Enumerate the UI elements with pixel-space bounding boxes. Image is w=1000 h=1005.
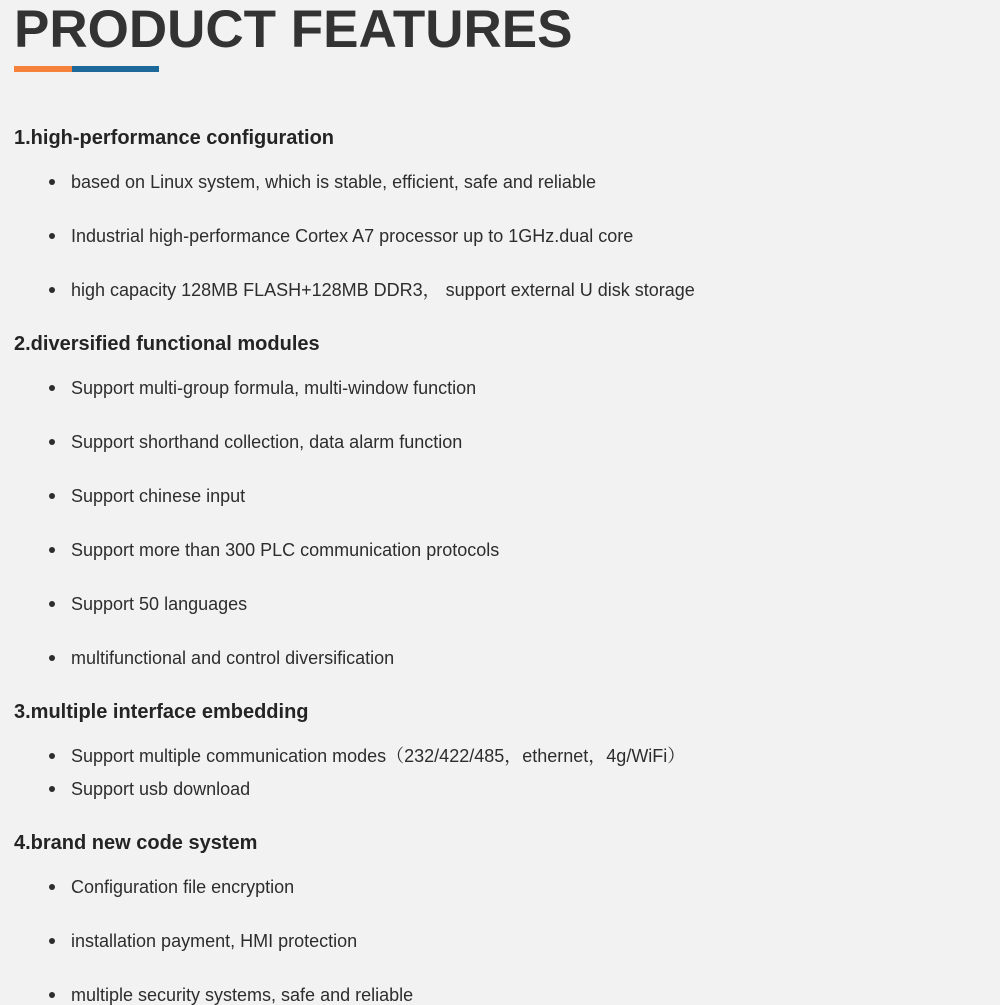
- bullet-dot-icon: [49, 992, 55, 998]
- section-heading: 1.high-performance configuration: [14, 127, 335, 149]
- feature-bullet: [14, 779, 980, 799]
- feature-bullet-text: Support shorthand collection, data alarm function: [71, 432, 463, 452]
- feature-bullet-text: multiple security systems, safe and reliable: [71, 985, 414, 1005]
- feature-bullet: [14, 985, 980, 1005]
- feature-bullet-text: Support more than 300 PLC communication protocols: [71, 540, 500, 560]
- feature-bullet: [14, 432, 980, 452]
- feature-bullet: [14, 877, 980, 897]
- feature-bullet-text: Industrial high-performance Cortex A7 processor up to 1GHz.dual core: [71, 226, 634, 246]
- section-diversified-functional-modules: [14, 334, 980, 668]
- feature-bullet: [14, 648, 980, 668]
- bullet-dot-icon: [49, 439, 55, 445]
- feature-bullet-text: Configuration file encryption: [71, 877, 295, 897]
- bullet-dot-icon: [49, 493, 55, 499]
- bullet-dot-icon: [49, 601, 55, 607]
- accent-underline: [14, 66, 159, 72]
- accent-underline-orange: [14, 66, 72, 72]
- section-high-performance-configuration: [14, 128, 980, 300]
- feature-bullet: [14, 226, 980, 246]
- feature-bullet: [14, 486, 980, 506]
- bullet-dot-icon: [49, 287, 55, 293]
- bullet-dot-icon: [49, 884, 55, 890]
- bullet-dot-icon: [49, 233, 55, 239]
- section-heading: 4.brand new code system: [14, 832, 258, 854]
- feature-list: [14, 746, 980, 799]
- feature-bullet: [14, 931, 980, 951]
- bullet-dot-icon: [49, 655, 55, 661]
- feature-bullet-text: Support 50 languages: [71, 594, 248, 614]
- bullet-dot-icon: [49, 938, 55, 944]
- bullet-dot-icon: [49, 753, 55, 759]
- feature-bullet-text: Support multiple communication modes（232/422/485，ethernet，4g/WiFi）: [71, 746, 686, 766]
- feature-bullet-text: high capacity 128MB FLASH+128MB DDR3， support external U disk storage: [71, 280, 695, 300]
- feature-bullet-text: installation payment, HMI protection: [71, 931, 358, 951]
- feature-list: [14, 172, 980, 300]
- feature-bullet: [14, 746, 980, 766]
- bullet-dot-icon: [49, 786, 55, 792]
- feature-bullet-text: Support usb download: [71, 779, 251, 799]
- feature-list: [14, 877, 980, 1005]
- feature-bullet-text: multifunctional and control diversification: [71, 648, 395, 668]
- feature-bullet: [14, 172, 980, 192]
- feature-sections: [14, 128, 980, 1005]
- feature-bullet: [14, 378, 980, 398]
- feature-bullet-text: Support multi-group formula, multi-window function: [71, 378, 477, 398]
- section-heading: 2.diversified functional modules: [14, 333, 320, 355]
- bullet-dot-icon: [49, 385, 55, 391]
- feature-bullet-text: based on Linux system, which is stable, efficient, safe and reliable: [71, 172, 596, 192]
- feature-bullet: [14, 540, 980, 560]
- feature-list: [14, 378, 980, 668]
- feature-bullet: [14, 280, 980, 300]
- feature-bullet: [14, 594, 980, 614]
- section-multiple-interface-embedding: [14, 702, 980, 799]
- accent-underline-blue: [72, 66, 159, 72]
- section-brand-new-code-system: [14, 833, 980, 1005]
- page-title: PRODUCT FEATURES: [14, 0, 573, 59]
- section-heading: 3.multiple interface embedding: [14, 701, 309, 723]
- feature-bullet-text: Support chinese input: [71, 486, 246, 506]
- bullet-dot-icon: [49, 547, 55, 553]
- bullet-dot-icon: [49, 179, 55, 185]
